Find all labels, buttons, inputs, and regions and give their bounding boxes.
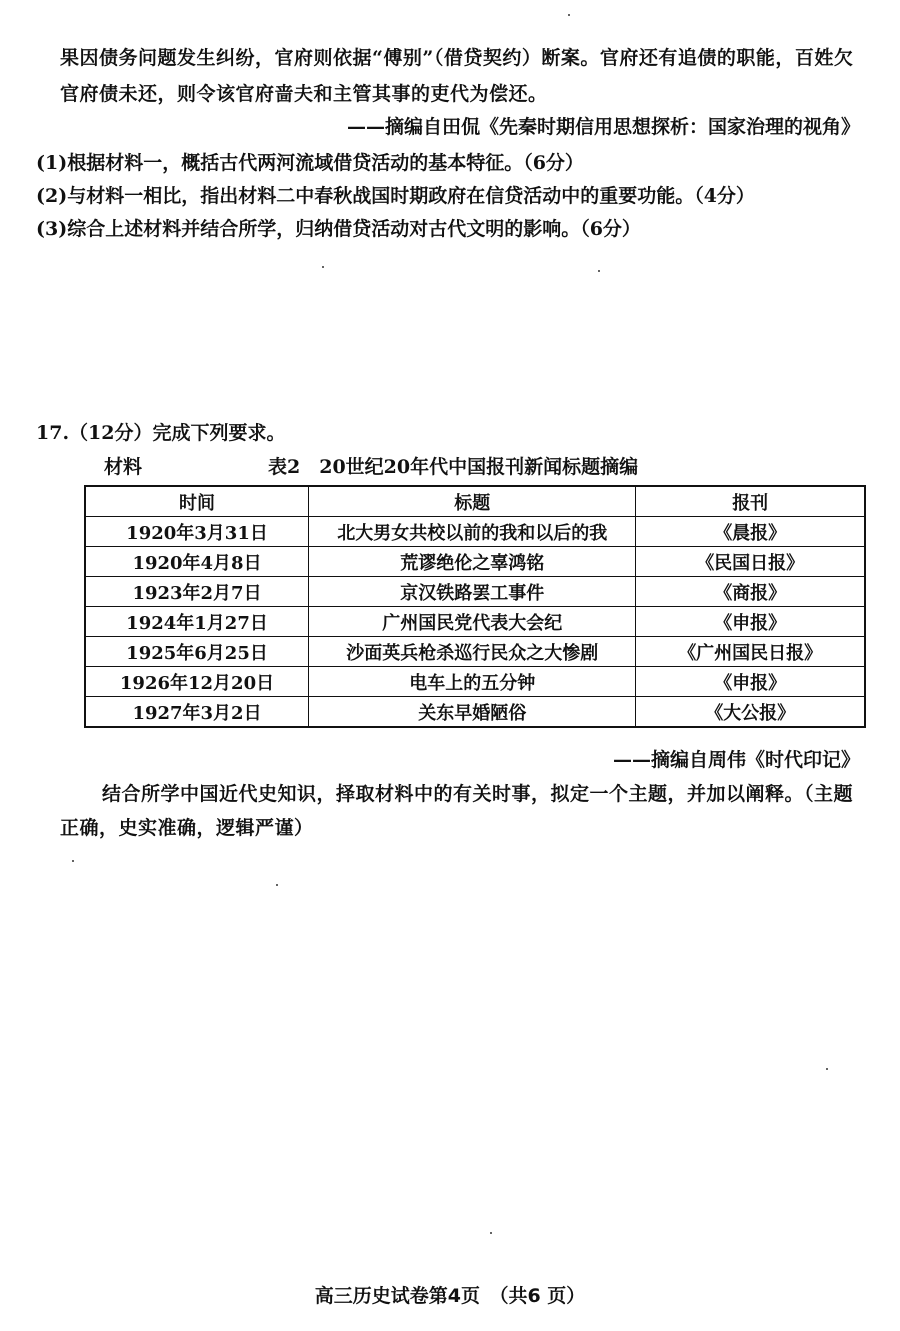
- cell-newspaper: 《大公报》: [636, 697, 865, 728]
- cell-newspaper: 《申报》: [636, 667, 865, 697]
- cell-date: 1926年12月20日: [85, 667, 309, 697]
- table-row: [85, 547, 865, 577]
- cell-newspaper: 《商报》: [636, 577, 865, 607]
- table-row: [85, 637, 865, 667]
- material-source: ——摘编自田侃《先秦时期信用思想探析：国家治理的视角》: [346, 116, 860, 138]
- cell-title: 电车上的五分钟: [309, 667, 636, 697]
- scan-speck: [72, 860, 74, 862]
- scan-speck: [322, 266, 324, 268]
- question-17-heading: 17.（12分）完成下列要求。: [36, 422, 286, 444]
- table-row: [85, 607, 865, 637]
- cell-date: 1924年1月27日: [85, 607, 309, 637]
- table-row: [85, 667, 865, 697]
- cell-newspaper: 《民国日报》: [636, 547, 865, 577]
- question-16-2: (2)与材料一相比，指出材料二中春秋战国时期政府在信贷活动中的重要功能。（4分）: [36, 185, 755, 207]
- cell-title: 京汉铁路罢工事件: [309, 577, 636, 607]
- header-title: 标题: [309, 486, 636, 517]
- material-line-2: 官府债未还，则令该官府啬夫和主管其事的吏代为偿还。: [60, 83, 548, 105]
- scan-speck: [276, 884, 278, 886]
- material-label: 材料: [104, 456, 143, 478]
- header-date: 时间: [85, 486, 309, 517]
- cell-title: 北大男女共校以前的我和以后的我: [309, 517, 636, 547]
- cell-title: 关东早婚陋俗: [309, 697, 636, 728]
- cell-date: 1923年2月7日: [85, 577, 309, 607]
- cell-date: 1920年3月31日: [85, 517, 309, 547]
- cell-date: 1920年4月8日: [85, 547, 309, 577]
- question-16-3: (3)综合上述材料并结合所学，归纳借贷活动对古代文明的影响。（6分）: [36, 218, 641, 240]
- table-source: ——摘编自周伟《时代印记》: [612, 749, 860, 771]
- table-row: [85, 697, 865, 728]
- news-headline-table: [84, 485, 866, 728]
- cell-title: 沙面英兵枪杀巡行民众之大惨剧: [309, 637, 636, 667]
- page-footer: 高三历史试卷第4页 （共6 页）: [314, 1285, 586, 1307]
- question-17-prompt-line-2: 正确，史实准确，逻辑严谨）: [60, 817, 314, 839]
- scan-speck: [490, 1232, 492, 1234]
- table-caption: 表2 20世纪20年代中国报刊新闻标题摘编: [268, 456, 639, 478]
- question-17-prompt-line-1: 结合所学中国近代史知识，择取材料中的有关时事，拟定一个主题，并加以阐释。（主题: [102, 783, 854, 805]
- cell-newspaper: 《广州国民日报》: [636, 637, 865, 667]
- scan-speck: [826, 1068, 828, 1070]
- cell-newspaper: 《申报》: [636, 607, 865, 637]
- table-row: [85, 577, 865, 607]
- cell-date: 1927年3月2日: [85, 697, 309, 728]
- header-newspaper: 报刊: [636, 486, 865, 517]
- material-line-1: 果因债务问题发生纠纷，官府则依据“傅别”（借贷契约）断案。官府还有追债的职能，百姓欠: [60, 47, 854, 69]
- question-16-1: (1)根据材料一，概括古代两河流域借贷活动的基本特征。（6分）: [36, 152, 584, 174]
- cell-date: 1925年6月25日: [85, 637, 309, 667]
- table-row: [85, 517, 865, 547]
- scan-speck: [568, 14, 570, 16]
- table-header-row: [85, 486, 865, 517]
- scan-speck: [598, 270, 600, 272]
- cell-newspaper: 《晨报》: [636, 517, 865, 547]
- cell-title: 荒谬绝伦之辜鸿铭: [309, 547, 636, 577]
- cell-title: 广州国民党代表大会纪: [309, 607, 636, 637]
